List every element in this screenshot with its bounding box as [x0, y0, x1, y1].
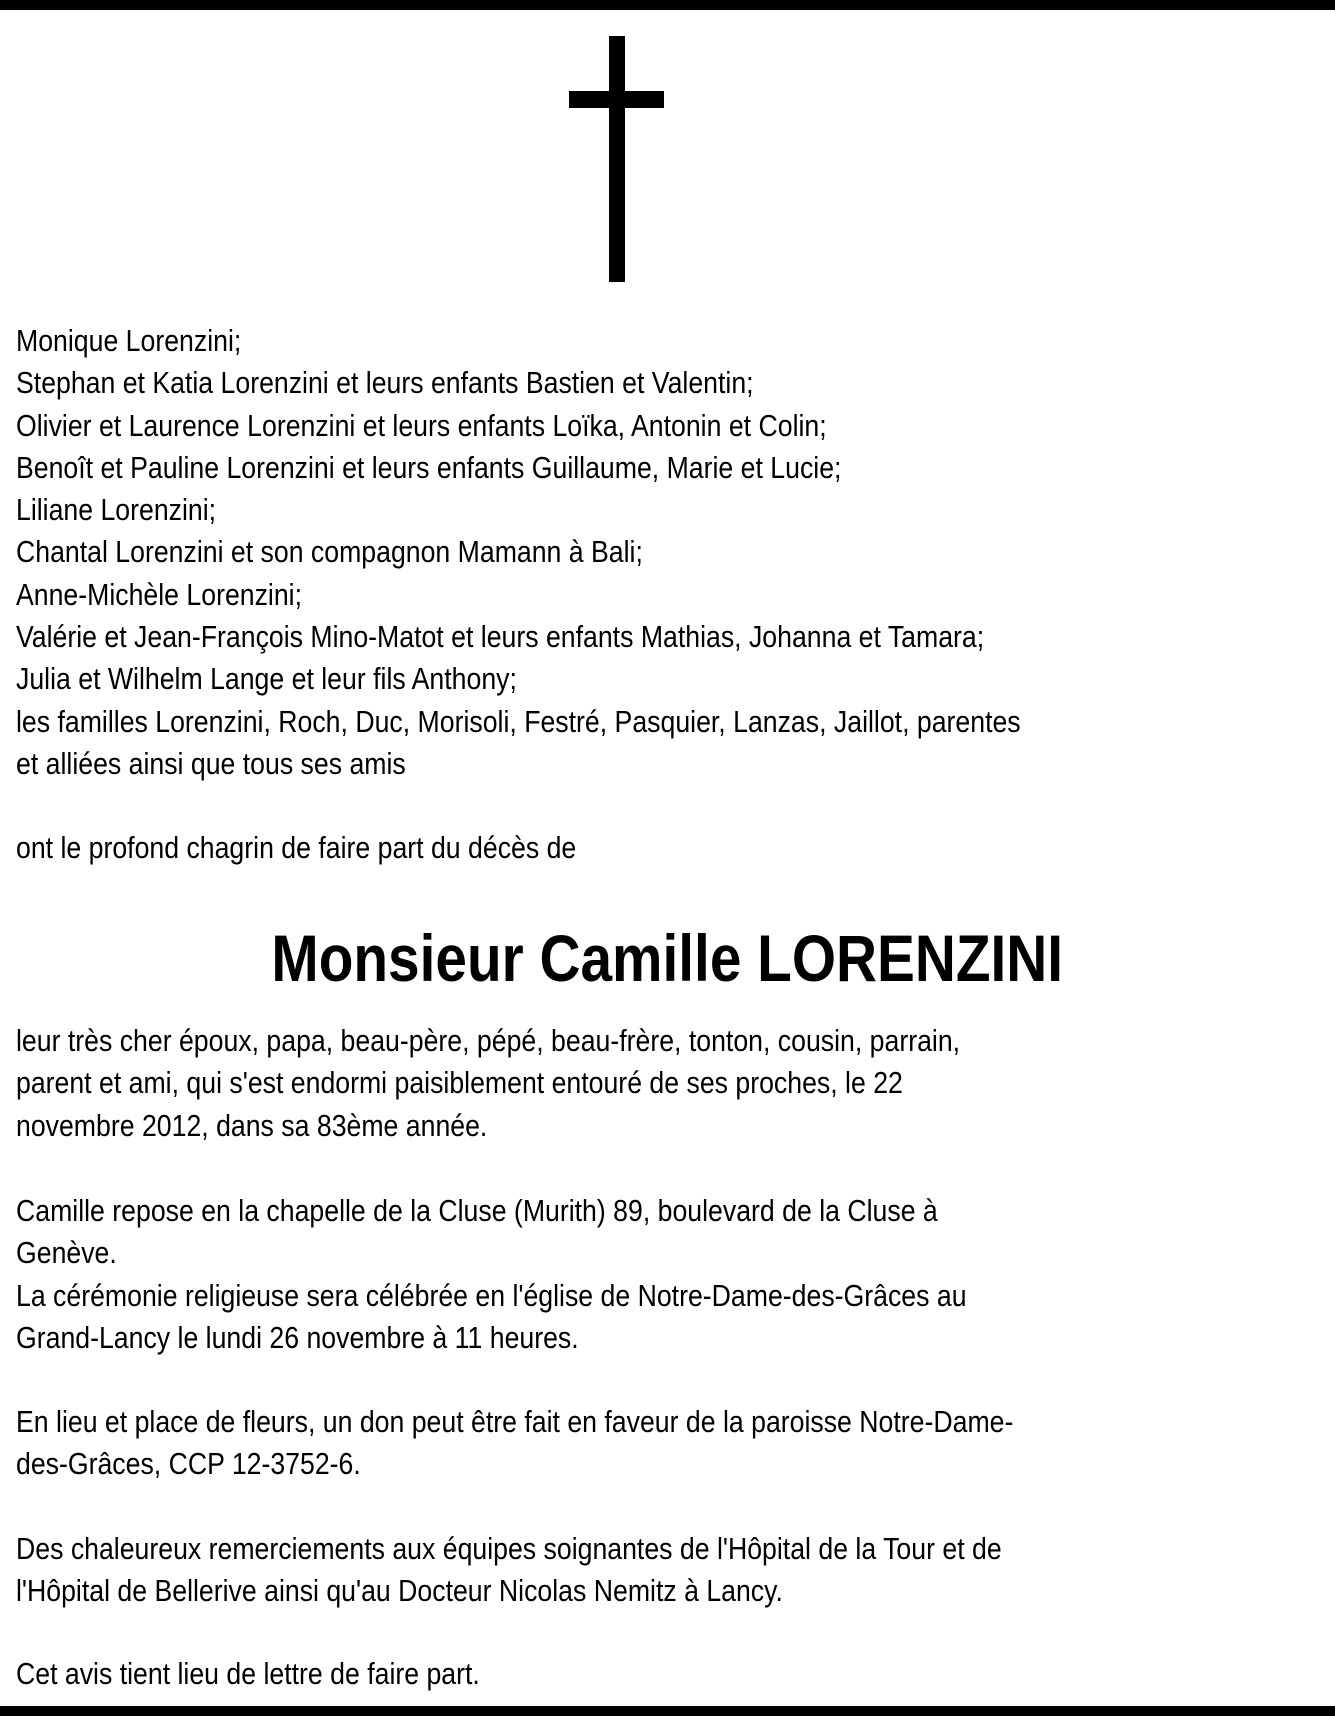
- family-line: Anne-Michèle Lorenzini;: [16, 576, 303, 612]
- announcement: [16, 827, 576, 869]
- thanks-paragraph: [16, 1528, 1002, 1613]
- description-paragraph: [16, 1020, 960, 1147]
- bottom-border: [0, 1706, 1335, 1716]
- description-line: parent et ami, qui s'est endormi paisiblement entouré de ses proches, le 22: [16, 1065, 903, 1101]
- family-line: Chantal Lorenzini et son compagnon Mamann à Bali;: [16, 534, 643, 570]
- deceased-name-heading: [0, 918, 1335, 998]
- family-line: et alliées ainsi que tous ses amis: [16, 745, 406, 781]
- donation-paragraph: [16, 1401, 1013, 1486]
- family-line: Monique Lorenzini;: [16, 323, 242, 358]
- donation-line: des-Grâces, CCP 12-3752-6.: [16, 1446, 361, 1482]
- family-line: Liliane Lorenzini;: [16, 492, 217, 528]
- description-line: leur très cher époux, papa, beau-père, pépé, beau-frère, tonton, cousin, parrain,: [16, 1023, 961, 1058]
- closing-text: Cet avis tient lieu de lettre de faire part.: [16, 1656, 480, 1691]
- family-line: Olivier et Laurence Lorenzini et leurs enfants Loïka, Antonin et Colin;: [16, 407, 827, 443]
- cross-vertical-bar: [609, 36, 625, 282]
- announcement-text: ont le profond chagrin de faire part du décès de: [16, 830, 577, 865]
- family-line: Valérie et Jean-François Mino-Matot et leurs enfants Mathias, Johanna et Tamara;: [16, 619, 985, 655]
- closing-paragraph: [16, 1653, 480, 1695]
- cross-horizontal-bar: [569, 91, 664, 108]
- family-list: [16, 320, 1021, 785]
- ceremony-line: Grand-Lancy le lundi 26 novembre à 11 heures.: [16, 1319, 579, 1355]
- top-border: [0, 0, 1335, 10]
- family-line: les familles Lorenzini, Roch, Duc, Morisoli, Festré, Pasquier, Lanzas, Jaillot, parentes: [16, 703, 1021, 739]
- thanks-line: l'Hôpital de Bellerive ainsi qu'au Docteur Nicolas Nemitz à Lancy.: [16, 1573, 783, 1609]
- ceremony-line: Camille repose en la chapelle de la Cluse (Murith) 89, boulevard de la Cluse à: [16, 1193, 938, 1228]
- family-line: Benoît et Pauline Lorenzini et leurs enfants Guillaume, Marie et Lucie;: [16, 449, 842, 485]
- donation-line: En lieu et place de fleurs, un don peut être fait en faveur de la paroisse Notre-Dame-: [16, 1404, 1014, 1439]
- description-line: novembre 2012, dans sa 83ème année.: [16, 1107, 488, 1143]
- family-line: Stephan et Katia Lorenzini et leurs enfants Bastien et Valentin;: [16, 365, 754, 401]
- ceremony-line: Genève.: [16, 1235, 117, 1271]
- ceremony-paragraph: [16, 1190, 967, 1359]
- deceased-name: Monsieur Camille LORENZINI: [271, 921, 1064, 995]
- thanks-line: Des chaleureux remerciements aux équipes soignantes de l'Hôpital de la Tour et de: [16, 1531, 1002, 1566]
- ceremony-line: La cérémonie religieuse sera célébrée en l'église de Notre-Dame-des-Grâces au: [16, 1277, 967, 1313]
- family-line: Julia et Wilhelm Lange et leur fils Anthony;: [16, 661, 517, 697]
